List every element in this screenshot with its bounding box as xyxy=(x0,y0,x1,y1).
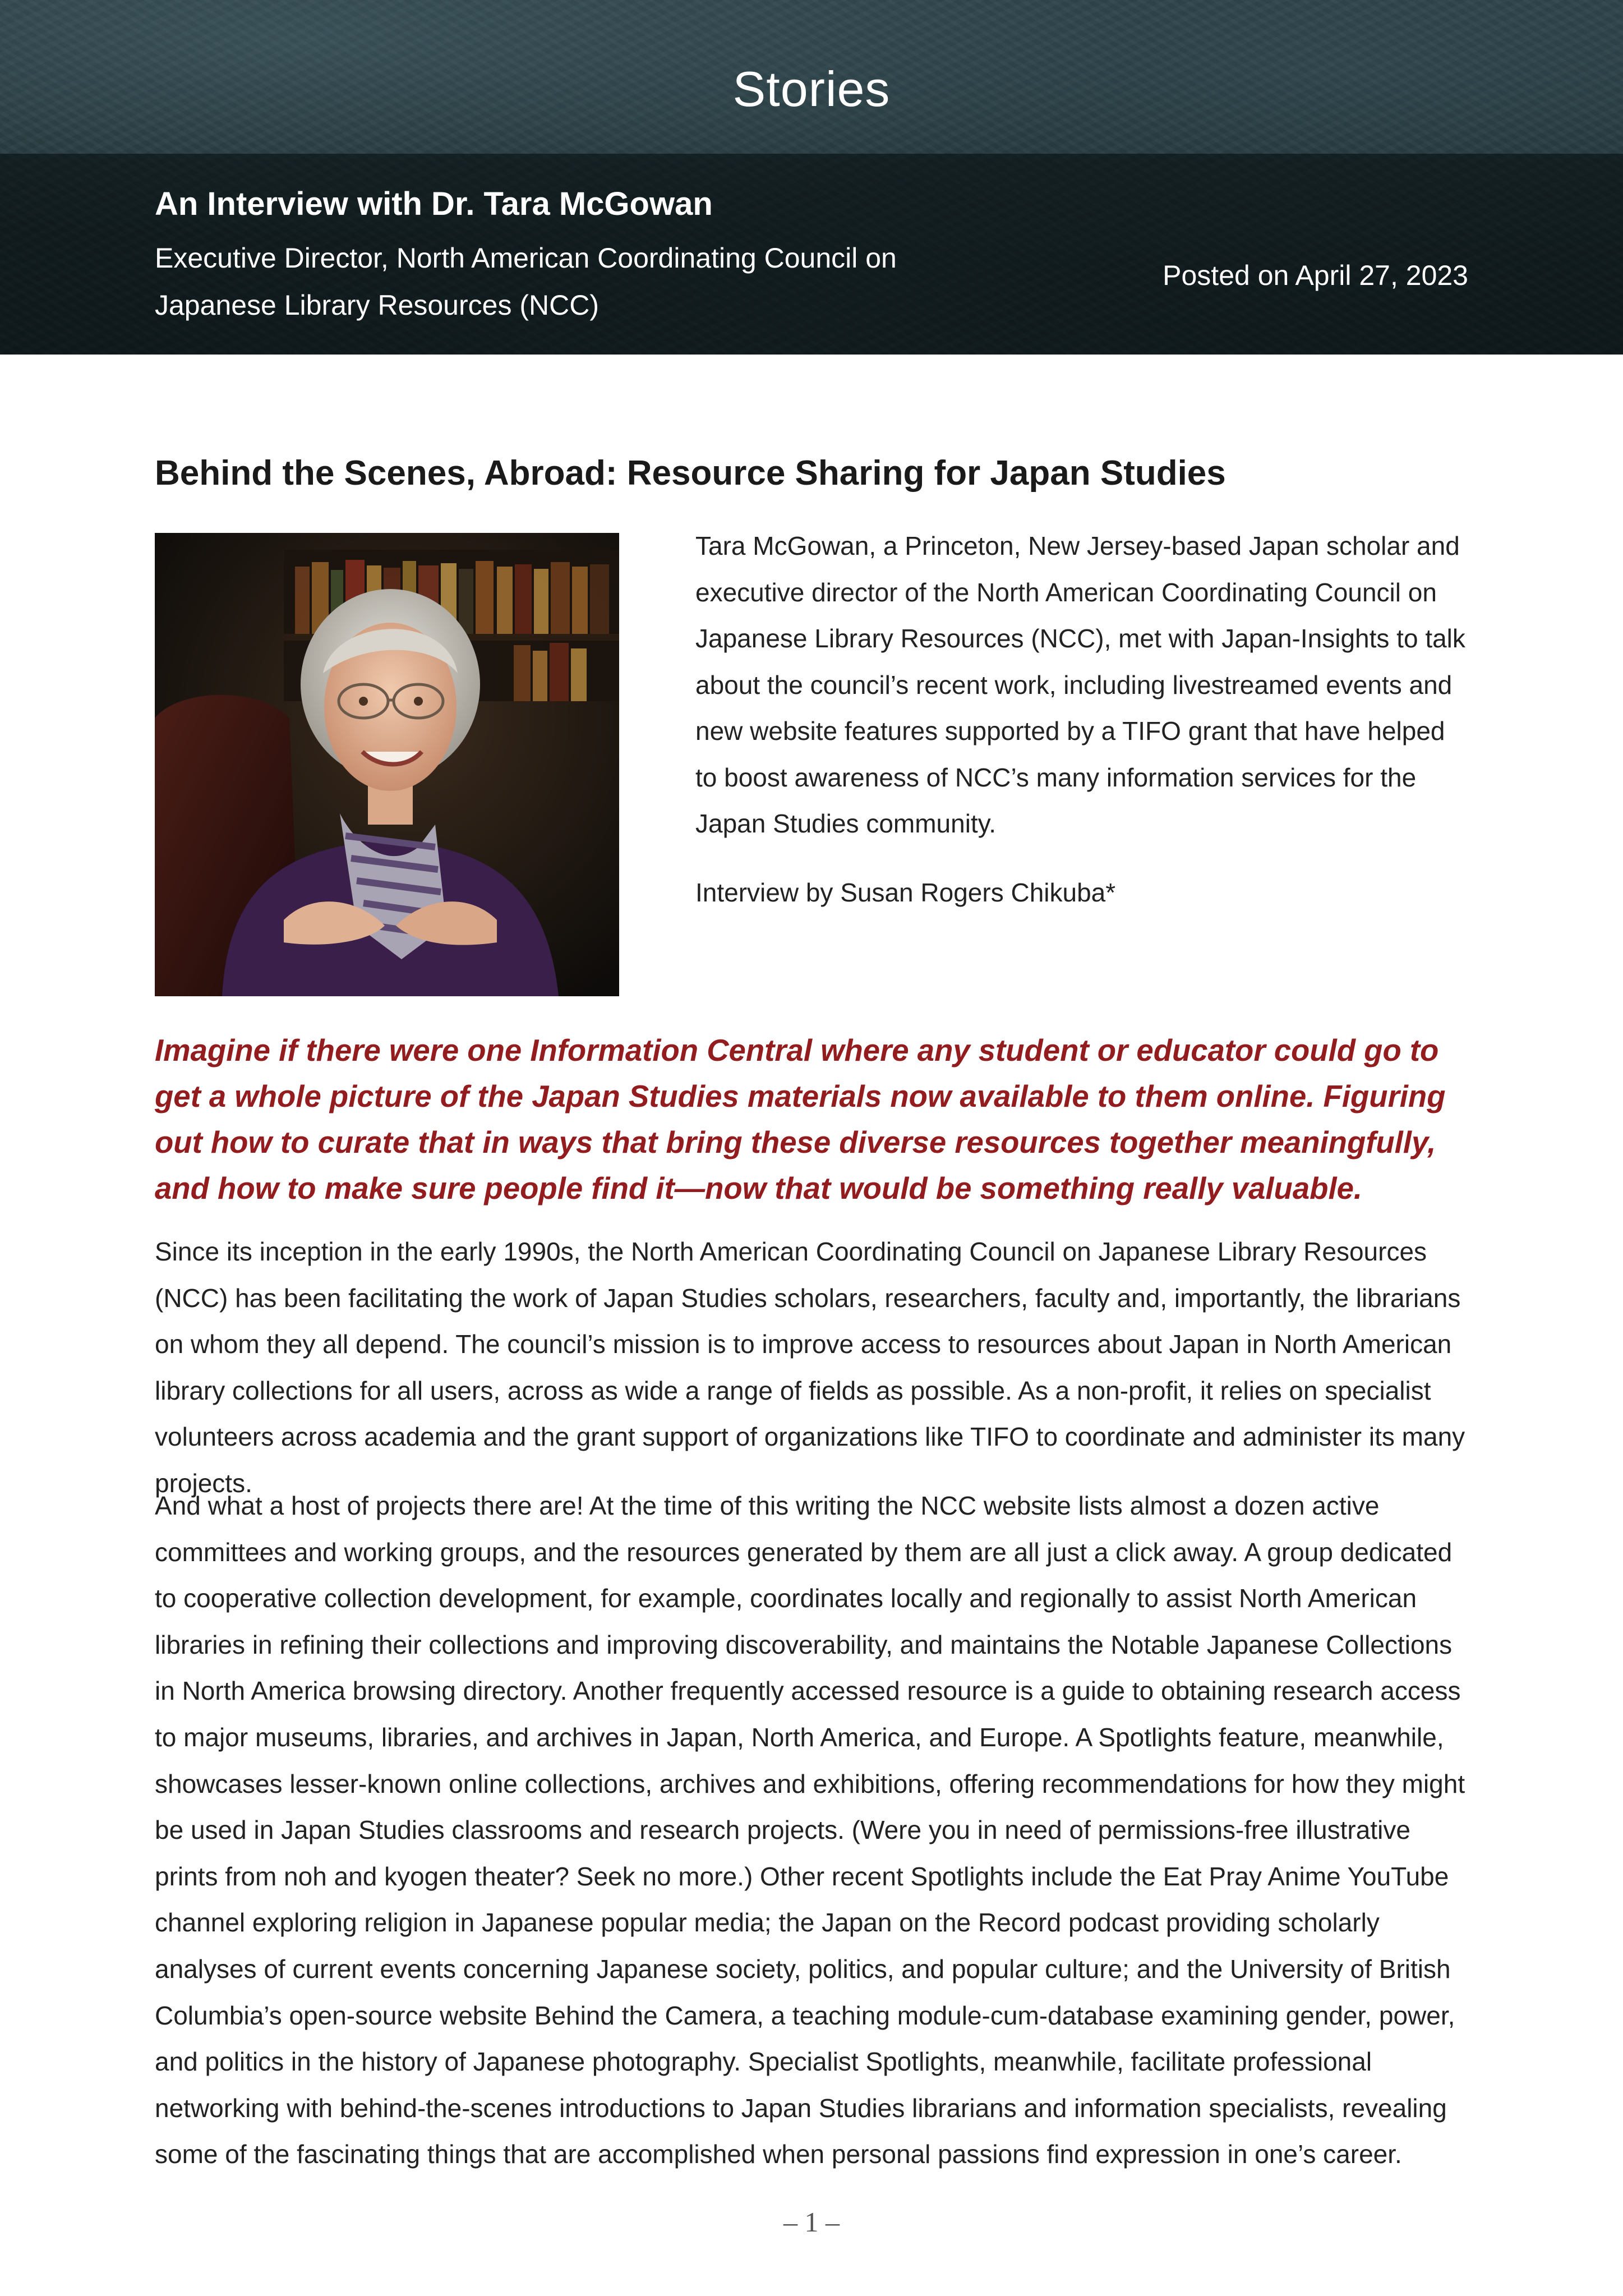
body-paragraph-2: And what a host of projects there are! At the time of this writing the NCC website lists almost a dozen active committees and working groups, and the resources generated by them are all just a click away. A group dedicated to cooperative collection development, for example, coordinates locally and regionally to assist North American libraries in refining their collections and improving discoverability, and maintains the Notable Japanese Collections in North America browsing directory. Another frequently accessed resource is a guide to obtaining research access to major museums, libraries, and archives in Japan, North America, and Europe. A Spotlights feature, meanwhile, showcases lesser-known online collections, archives and exhibitions, offering recommendations for how they might be used in Japan Studies classrooms and research projects. (Were you in need of permissions-free illustrative prints from noh and kyogen theater? Seek no more.) Other recent Spotlights include the Eat Pray Anime YouTube channel exploring religion in Japanese popular media; the Japan on the Record podcast providing scholarly analyses of current events concerning Japanese society, politics, and popular culture; and the University of British Columbia’s open-source website Behind the Camera, a teaching module-cum-database examining gender, power, and politics in the history of Japanese photography. Specialist Spotlights, meanwhile, facilitate professional networking with behind-the-scenes introductions to Japan Studies librarians and information specialists, revealing some of the fascinating things that are accomplished when personal passions find expression in one’s career. xyxy=(155,1491,1465,2169)
posted-date: Posted on April 27, 2023 xyxy=(1163,260,1468,291)
article-heading: Behind the Scenes, Abroad: Resource Sharing for Japan Studies xyxy=(155,454,1226,493)
portrait-illustration xyxy=(155,533,619,996)
byline: Interview by Susan Rogers Chikuba* xyxy=(695,877,1116,907)
intro-block xyxy=(695,523,1469,938)
page-number: – 1 – xyxy=(783,2206,840,2238)
body-paragraph-1: Since its inception in the early 1990s, the North American Coordinating Council on Japanese Library Resources (NCC) has been facilitating the work of Japan Studies scholars, researchers, faculty and, importantly, the librarians on whom they all depend. The council’s mission is to improve access to resources about Japan in North American library collections for all users, across as wide a range of fields as possible. As a non-profit, it relies on specialist volunteers across academia and the grant support of organizations like TIFO to coordinate and administer its many projects. xyxy=(155,1237,1465,1498)
interviewee-role: Executive Director, North American Coordinating Council on Japanese Library Resources (NCC) xyxy=(155,242,897,321)
section-title: Stories xyxy=(732,61,891,117)
intro-paragraph: Tara McGowan, a Princeton, New Jersey-based Japan scholar and executive director of the North American Coordinating Council on Japanese Library Resources (NCC), met with Japan-Insights to talk about the council’s recent work, including livestreamed events and new website features supported by a TIFO grant that have helped to boost awareness of NCC’s many information services for the Japan Studies community. xyxy=(695,531,1465,838)
pull-quote: Imagine if there were one Information Central where any student or educator could go to get a whole picture of the Japan Studies materials now available to them online. Figuring out how to curate that in ways that bring these diverse resources together meaningfully, and how to make sure people find it—now that would be something really valuable. xyxy=(155,1033,1446,1205)
interview-title: An Interview with Dr. Tara McGowan xyxy=(155,186,713,222)
portrait-photo xyxy=(155,533,619,996)
page-header xyxy=(0,0,1623,355)
